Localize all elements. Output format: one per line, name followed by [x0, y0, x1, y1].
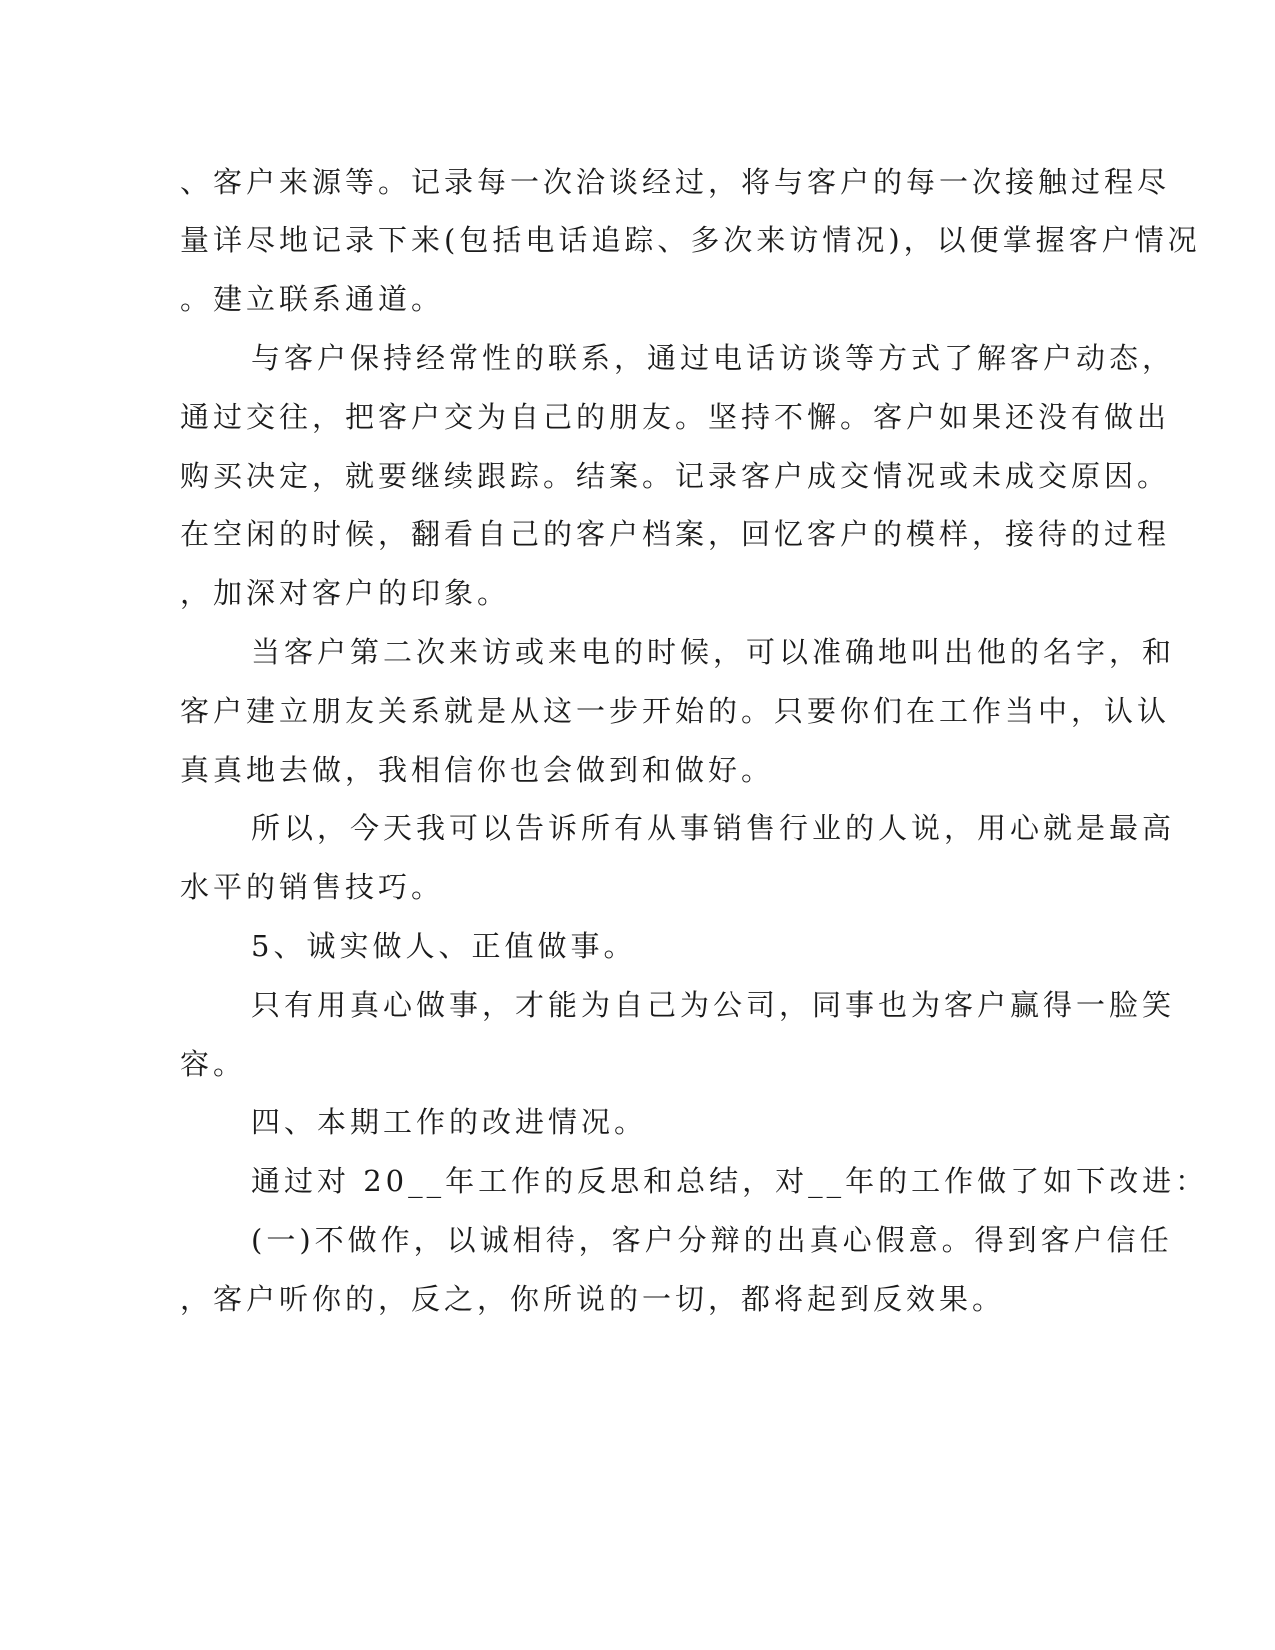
text-line: 水平的销售技巧。 — [180, 870, 445, 904]
text-line: 、客户来源等。记录每一次洽谈经过，将与客户的每一次接触过程尽 — [180, 165, 1171, 199]
text-line: 四、本期工作的改进情况。 — [251, 1105, 648, 1139]
text-line: (一)不做作，以诚相待，客户分辩的出真心假意。得到客户信任 — [251, 1223, 1173, 1257]
text-line: 所以，今天我可以告诉所有从事销售行业的人说，用心就是最高 — [251, 811, 1176, 845]
text-line: 与客户保持经常性的联系，通过电话访谈等方式了解客户动态， — [251, 341, 1176, 375]
text-line: 购买决定，就要继续跟踪。结案。记录客户成交情况或未成交原因。 — [180, 459, 1171, 493]
text-line: 通过交往，把客户交为自己的朋友。坚持不懈。客户如果还没有做出 — [180, 400, 1171, 434]
text-line: 客户建立朋友关系就是从这一步开始的。只要你们在工作当中，认认 — [180, 694, 1171, 728]
text-line: 只有用真心做事，才能为自己为公司，同事也为客户赢得一脸笑 — [251, 988, 1176, 1022]
text-line: 通过对 20__年工作的反思和总结，对__年的工作做了如下改进： — [251, 1164, 1209, 1198]
text-line: ，客户听你的，反之，你所说的一切，都将起到反效果。 — [180, 1282, 1006, 1316]
text-line: 真真地去做，我相信你也会做到和做好。 — [180, 753, 775, 787]
text-line: 容。 — [180, 1047, 247, 1081]
text-line: 当客户第二次来访或来电的时候，可以准确地叫出他的名字，和 — [251, 635, 1176, 669]
text-line: 。建立联系通道。 — [180, 282, 445, 316]
text-line: 在空闲的时候，翻看自己的客户档案，回忆客户的模样，接待的过程 — [180, 517, 1171, 551]
text-line: 5、诚实做人、正值做事。 — [251, 929, 637, 963]
text-line: ，加深对客户的印象。 — [180, 576, 511, 610]
text-line: 量详尽地记录下来(包括电话追踪、多次来访情况)，以便掌握客户情况 — [180, 223, 1201, 257]
